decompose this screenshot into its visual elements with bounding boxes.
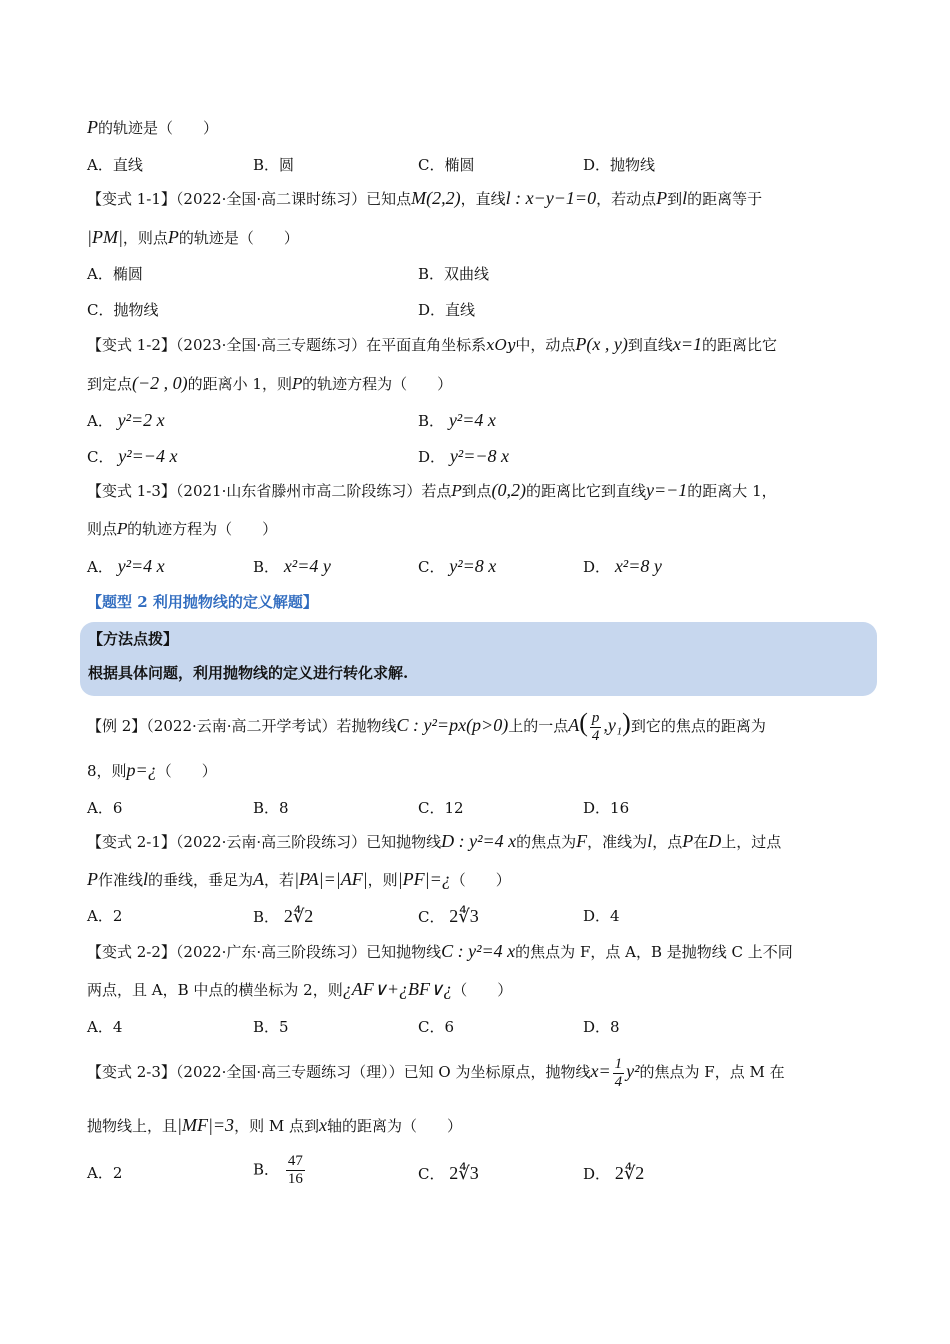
q1-option-c: C．椭圆 <box>418 156 475 174</box>
equation: x²=4 y <box>283 556 331 576</box>
intro-text: 的轨迹是（ ） <box>98 119 219 137</box>
v22-text-a: 【变式 2-2】（2022·广东·高三阶段练习）已知抛物线 <box>87 943 442 961</box>
value: 2∜2 <box>283 906 314 926</box>
v22-text-c: 两点，且 A，B 中点的横坐标为 2，则 <box>87 981 343 999</box>
var-xoy: xOy <box>486 336 516 354</box>
var-x: x <box>318 1115 327 1135</box>
var-a: A <box>253 869 265 889</box>
var-p: P <box>87 869 98 889</box>
comma: , <box>603 715 608 735</box>
method-text: 根据具体问题，利用抛物线的定义进行转化求解. <box>88 664 409 682</box>
p-equals: p=¿ <box>126 760 157 780</box>
paren-close: ) <box>622 708 631 737</box>
v22-option-b: B．5 <box>253 1018 289 1036</box>
q1-option-a: A．直线 <box>87 156 143 174</box>
v12-option-d <box>418 445 509 468</box>
v21-option-b <box>253 905 313 928</box>
pf-eq: |PF|=¿ <box>397 869 451 889</box>
condition: (p>0) <box>466 715 509 735</box>
pa-af-eq: |PA|=|AF| <box>294 869 368 889</box>
v22-option-c: C．6 <box>418 1018 455 1036</box>
label: B． <box>253 1160 280 1179</box>
v21-text-h: 的垂线，垂足为 <box>148 871 254 889</box>
v11-text-a: 【变式 1-1】（2022·全国·高二课时练习）已知点 <box>87 190 412 208</box>
v11-text-b: ，直线 <box>460 190 506 208</box>
point-coords: (2,2) <box>426 188 461 208</box>
var-l: l <box>143 869 149 889</box>
var-p: P <box>291 375 303 393</box>
value: 2∜3 <box>449 1163 479 1183</box>
v23-option-d <box>583 1162 644 1185</box>
v13-option-b <box>253 555 331 578</box>
ex2-option-c: C．12 <box>418 799 464 817</box>
var-a: A <box>568 715 580 735</box>
var-p: P <box>87 117 98 137</box>
v23-line-2 <box>87 1114 462 1137</box>
v11-text-d: 到 <box>667 190 683 208</box>
equation: y²=2 x <box>117 410 165 430</box>
v13-line-1 <box>87 479 777 502</box>
v23-option-c <box>418 1162 479 1185</box>
curve-eq: C : y²=px <box>396 715 467 735</box>
line-equation: l : x−y−1=0 <box>505 188 597 208</box>
question-intro <box>87 116 218 139</box>
v13-option-c <box>418 555 496 578</box>
paren-open: ( <box>579 708 588 737</box>
numerator: 1 <box>614 1055 623 1072</box>
fixed-point: (−2 , 0) <box>132 373 188 393</box>
var-p: P <box>656 188 668 208</box>
v23-text-a: 【变式 2-3】（2022·全国·高三专题练习（理））已知 O 为坐标原点，抛物线 <box>87 1063 591 1081</box>
abs-pm: |PM| <box>87 227 123 247</box>
v22-text-b: 的焦点为 F，点 A，B 是抛物线 C 上不同 <box>515 943 793 961</box>
equation: y²=4 x <box>448 410 496 430</box>
v12-text-c: 到直线 <box>627 336 673 354</box>
v11-line-2 <box>87 226 299 249</box>
var-y1: y₁ <box>607 715 623 735</box>
point-pxy: P(x , y) <box>575 334 628 354</box>
fraction <box>613 1056 625 1091</box>
fraction <box>590 710 602 745</box>
var-l: l <box>647 831 653 851</box>
v12-line-2 <box>87 372 452 395</box>
v13-text-a: 【变式 1-3】（2021·山东省滕州市高二阶段练习）若点 <box>87 482 452 500</box>
ex2-text-d: 8，则 <box>87 762 127 780</box>
expression: ¿AF∨+¿BF∨¿ <box>342 979 453 999</box>
var-p: P <box>451 482 462 500</box>
label: D． <box>583 1165 611 1183</box>
x-equals: x= <box>590 1061 611 1081</box>
equation: y²=8 x <box>449 556 497 576</box>
v13-text-d: 的距离大 1， <box>687 482 777 500</box>
v12-option-a <box>87 409 165 432</box>
curve-eq: C : y²=4 x <box>441 941 516 961</box>
label: B． <box>418 412 445 430</box>
label: C． <box>418 1165 445 1183</box>
v22-line-1 <box>87 940 793 963</box>
ex2-option-b: B．8 <box>253 799 289 817</box>
ex2-option-d: D．16 <box>583 799 630 817</box>
v22-option-d: D．8 <box>583 1018 620 1036</box>
equation: y²=4 x <box>117 556 165 576</box>
label: B． <box>253 908 280 926</box>
ex2-text-a: 【例 2】（2022·云南·高二开学考试）若抛物线 <box>87 717 397 735</box>
var-m: M <box>411 188 427 208</box>
label: A． <box>87 558 113 576</box>
v21-text-b: 的焦点为 <box>516 833 577 851</box>
v23-text-c: 抛物线上，且 <box>87 1117 178 1135</box>
v21-text-a: 【变式 2-1】（2022·云南·高三阶段练习）已知抛物线 <box>87 833 442 851</box>
v21-text-g: 作准线 <box>98 871 144 889</box>
v21-option-a: A．2 <box>87 907 123 925</box>
v22-option-a: A．4 <box>87 1018 123 1036</box>
v11-option-a: A．椭圆 <box>87 265 143 283</box>
label: C． <box>87 448 114 466</box>
v11-text-f: ，则点 <box>122 229 168 247</box>
v21-option-c <box>418 905 479 928</box>
equation: y²=−8 x <box>449 446 509 466</box>
ex2-text-c: 到它的焦点的距离为 <box>630 717 766 735</box>
v12-text-g: 的轨迹方程为（ ） <box>302 375 453 393</box>
numerator: 47 <box>287 1153 303 1169</box>
v11-option-c: C．抛物线 <box>87 301 159 319</box>
v23-option-a: A．2 <box>87 1164 123 1182</box>
v11-text-g: 的轨迹是（ ） <box>178 229 299 247</box>
label: C． <box>418 558 445 576</box>
ex2-text-e: （ ） <box>156 762 217 780</box>
method-box <box>80 622 877 696</box>
v23-text-e: 轴的距离为（ ） <box>326 1117 462 1135</box>
v12-text-d: 的距离比它 <box>702 336 778 354</box>
denominator: 16 <box>287 1171 303 1187</box>
label: C． <box>418 908 445 926</box>
point-02: (0,2) <box>491 480 526 500</box>
v13-text-c: 的距离比它到直线 <box>525 482 646 500</box>
v11-line-1 <box>87 187 762 210</box>
v13-line-2 <box>87 518 277 540</box>
v12-line-1 <box>87 333 777 356</box>
v13-option-a <box>87 555 165 578</box>
label: B． <box>253 558 280 576</box>
v12-option-b <box>418 409 496 432</box>
value: 2∜3 <box>449 906 479 926</box>
var-l: l <box>682 188 688 208</box>
label: A． <box>87 412 113 430</box>
mf-eq: |MF|=3 <box>177 1115 235 1135</box>
v21-line-2 <box>87 868 511 891</box>
v21-text-d: ，点 <box>652 833 683 851</box>
v21-text-c: ，准线为 <box>587 833 648 851</box>
v22-text-d: （ ） <box>452 981 513 999</box>
line-y-eq: y=−1 <box>646 480 688 500</box>
var-p: P <box>167 227 179 247</box>
v13-text-b: 到点 <box>461 482 492 500</box>
v23-line-1 <box>87 1053 785 1091</box>
v11-text-e: 的距离等于 <box>687 190 763 208</box>
v21-text-k: （ ） <box>450 871 511 889</box>
v13-option-d <box>583 555 662 578</box>
v13-text-e: 则点 <box>87 520 118 538</box>
value: 2∜2 <box>614 1163 645 1183</box>
denominator: 4 <box>591 727 600 744</box>
var-d: D <box>708 831 722 851</box>
v23-text-d: ，则 M 点到 <box>234 1117 319 1135</box>
var-f: F <box>576 831 588 851</box>
var-p: P <box>117 520 128 538</box>
denominator: 4 <box>614 1073 623 1090</box>
section-heading: 【题型 2 利用抛物线的定义解题】 <box>87 593 318 611</box>
label: D． <box>418 448 446 466</box>
v11-option-d: D．直线 <box>418 301 476 319</box>
v21-line-1 <box>87 830 781 853</box>
v21-text-f: 上，过点 <box>721 833 782 851</box>
v21-text-j: ，则 <box>367 871 398 889</box>
v12-text-b: 中，动点 <box>515 336 576 354</box>
curve-eq: D : y²=4 x <box>441 831 517 851</box>
q1-option-d: D．抛物线 <box>583 156 656 174</box>
method-title: 【方法点拨】 <box>88 630 179 648</box>
v21-text-i: ，若 <box>264 871 295 889</box>
var-p: P <box>682 831 694 851</box>
fraction <box>286 1153 305 1188</box>
v13-text-f: 的轨迹方程为（ ） <box>127 520 278 538</box>
ex2-option-a: A．6 <box>87 799 123 817</box>
v11-option-b: B．双曲线 <box>418 265 490 283</box>
v12-text-e: 到定点 <box>87 375 133 393</box>
line-x-eq: x=1 <box>672 334 703 354</box>
v21-option-d: D．4 <box>583 907 620 925</box>
v23-text-b: 的焦点为 F，点 M 在 <box>639 1063 785 1081</box>
v12-text-f: 的距离小 1，则 <box>187 375 292 393</box>
v22-line-2 <box>87 978 512 1001</box>
ex2-line-1 <box>87 706 766 745</box>
v21-text-e: 在 <box>693 833 709 851</box>
ex2-line-2 <box>87 759 217 782</box>
v11-text-c: ，若动点 <box>596 190 657 208</box>
label: D． <box>583 558 611 576</box>
equation: y²=−4 x <box>118 446 178 466</box>
q1-option-b: B．圆 <box>253 156 295 174</box>
ex2-text-b: 上的一点 <box>508 717 569 735</box>
y-squared: y² <box>626 1061 640 1081</box>
equation: x²=8 y <box>614 556 662 576</box>
numerator: p <box>591 709 600 726</box>
v23-option-b <box>253 1153 307 1188</box>
v12-option-c <box>87 445 177 468</box>
v12-text-a: 【变式 1-2】（2023·全国·高三专题练习）在平面直角坐标系 <box>87 336 487 354</box>
